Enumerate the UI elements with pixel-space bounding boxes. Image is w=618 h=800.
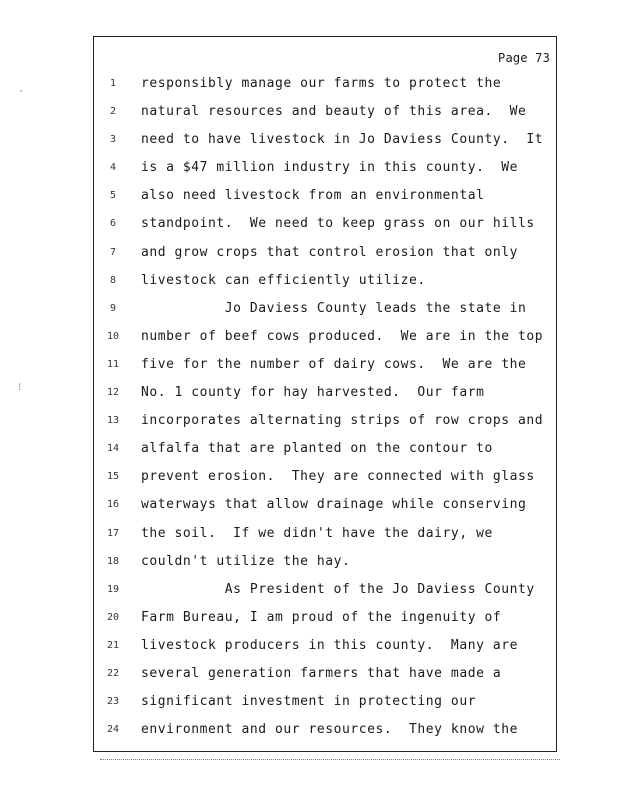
line-number: 9 [109,302,117,314]
line-number: 22 [106,667,120,679]
line-number: 14 [106,443,120,455]
line-number: 23 [106,696,120,708]
line-number: 13 [106,415,120,427]
page-number: Page 73 [498,51,550,65]
transcript-line [94,104,556,132]
line-text: and grow crops that control erosion that only [141,244,518,260]
line-text: five for the number of dairy cows. We are the [141,356,527,372]
transcript-line [94,497,556,525]
line-text: the soil. If we didn't have the dairy, we [141,525,493,541]
line-number: 16 [106,499,120,511]
line-text: several generation farmers that have made a [141,665,502,681]
transcript-line [94,554,556,582]
line-number: 7 [109,246,117,258]
line-number: 11 [106,358,120,370]
line-number: 17 [106,527,120,539]
transcript-line [94,357,556,385]
transcript-line [94,188,556,216]
line-number: 24 [106,724,120,736]
transcript-line [94,216,556,244]
line-number: 15 [106,471,120,483]
transcript-line [94,694,556,722]
transcript-line [94,132,556,160]
line-text: Jo Daviess County leads the state in [141,300,527,316]
line-number: 21 [106,639,120,651]
margin-tick-mark: ⁝ [18,382,22,393]
transcript-page [93,36,557,752]
line-text: alfalfa that are planted on the contour to [141,441,493,457]
line-text: significant investment in protecting our [141,694,477,710]
transcript-line [94,526,556,554]
transcript-line [94,610,556,638]
line-text: livestock producers in this county. Many are [141,637,518,653]
line-text: is a $47 million industry in this county. We [141,160,518,176]
transcript-line [94,638,556,666]
line-text: number of beef cows produced. We are in the top [141,328,544,344]
line-text: livestock can efficiently utilize. [141,272,426,288]
line-text: No. 1 county for hay harvested. Our farm [141,385,485,401]
line-text: need to have livestock in Jo Daviess County. It [141,132,544,148]
line-number: 1 [109,78,117,89]
transcript-line [94,582,556,610]
line-text: incorporates alternating strips of row crops and [141,413,544,429]
line-text: standpoint. We need to keep grass on our hills [141,216,535,232]
transcript-line [94,76,556,104]
line-number: 6 [109,218,117,230]
line-number: 20 [106,611,120,623]
transcript-line [94,245,556,273]
transcript-line [94,329,556,357]
line-number: 2 [109,106,117,118]
margin-tick-mark: · [18,86,25,97]
transcript-lines [94,76,556,750]
line-number: 12 [106,387,120,399]
transcript-line [94,469,556,497]
line-text: environment and our resources. They know the [141,722,518,738]
line-text: As President of the Jo Daviess County [141,581,535,597]
line-text: waterways that allow drainage while conserving [141,497,527,513]
transcript-line [94,160,556,188]
line-text: prevent erosion. They are connected with glass [141,469,535,485]
transcript-line [94,413,556,441]
line-number: 4 [109,162,117,174]
transcript-line [94,441,556,469]
line-number: 10 [106,330,120,342]
line-text: also need livestock from an environmental [141,188,485,204]
line-number: 8 [109,274,117,286]
transcript-line [94,273,556,301]
line-number: 18 [106,555,120,567]
line-text: couldn't utilize the hay. [141,553,351,569]
transcript-line [94,385,556,413]
transcript-line [94,666,556,694]
transcript-line [94,722,556,750]
line-text: Farm Bureau, I am proud of the ingenuity of [141,609,502,625]
line-text: responsibly manage our farms to protect the [141,76,502,91]
line-number: 3 [109,134,117,146]
transcript-line [94,301,556,329]
line-number: 19 [106,583,120,595]
line-number: 5 [109,190,117,202]
bottom-rule [100,759,560,760]
line-text: natural resources and beauty of this area. We [141,104,527,120]
